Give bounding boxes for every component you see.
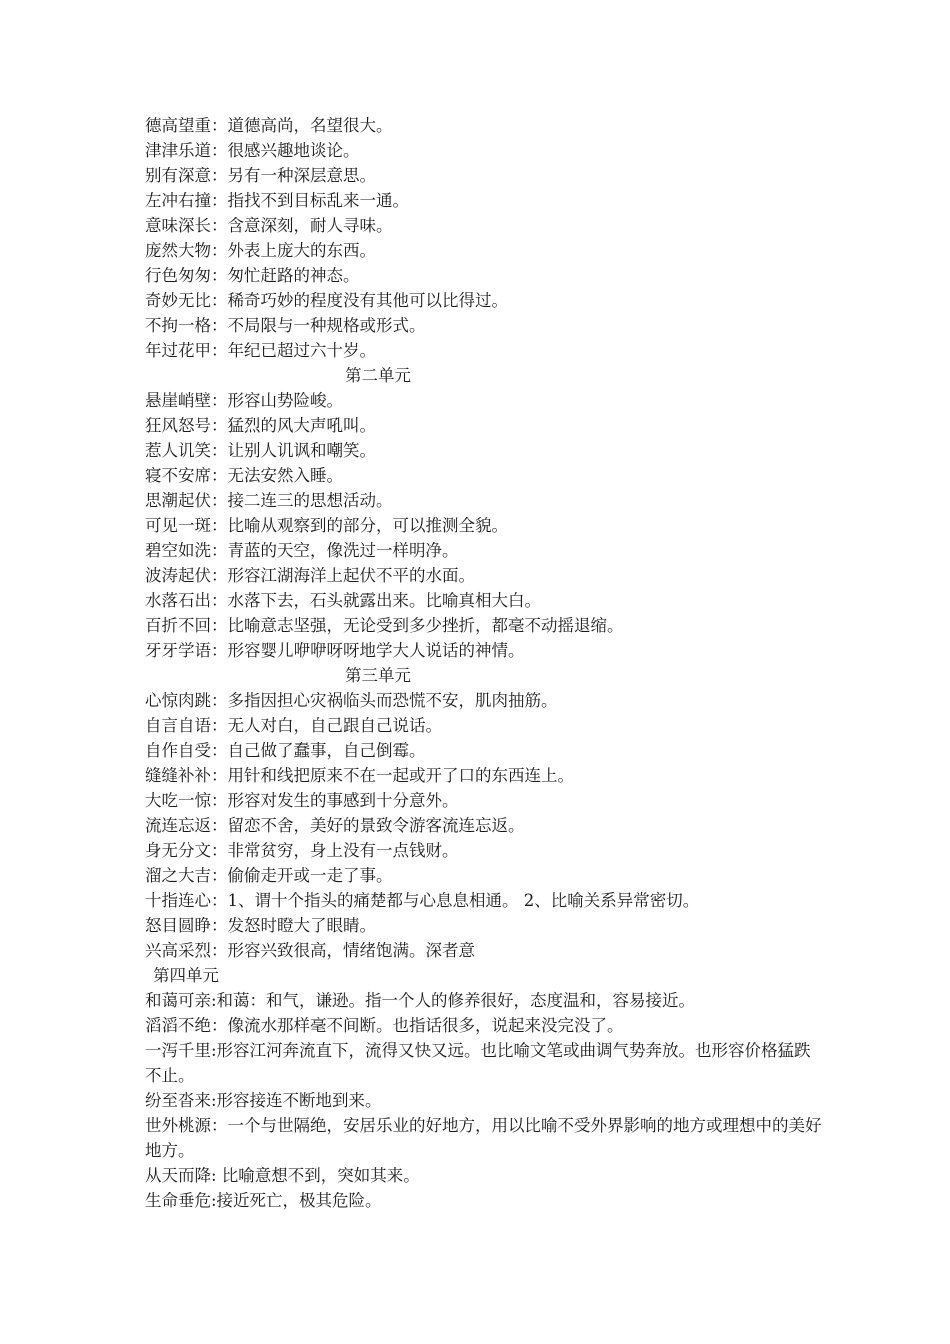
definition-line: 意味深长：含意深刻，耐人寻味。 [145,216,393,235]
definition-line: 碧空如洗：青蓝的天空，像洗过一样明净。 [145,541,459,560]
definition-line: 纷至沓来:形容接连不断地到来。 [145,1091,382,1110]
definition-line: 世外桃源：一个与世隔绝，安居乐业的好地方，用以比喻不受外界影响的地方或理想中的美好地方。 [145,1116,822,1160]
document-body [145,113,825,1213]
unit-4-heading: 第四单元 [153,966,219,985]
definition-line: 庞然大物：外表上庞大的东西。 [145,241,376,260]
definition-line: 不拘一格：不局限与一种规格或形式。 [145,316,426,335]
unit-3-heading: 第三单元 [345,666,411,685]
definition-line: 自作自受：自己做了蠢事，自己倒霉。 [145,741,426,760]
definition-line: 和蔼可亲:和蔼：和气，谦逊。指一个人的修养很好，态度温和，容易接近。 [145,991,696,1010]
definition-line: 心惊肉跳：多指因担心灾祸临头而恐慌不安，肌肉抽筋。 [145,691,558,710]
definition-line: 思潮起伏：接二连三的思想活动。 [145,491,393,510]
definition-line: 行色匆匆：匆忙赶路的神态。 [145,266,360,285]
definition-line: 自言自语：无人对白，自己跟自己说话。 [145,716,442,735]
definition-line: 年过花甲：年纪已超过六十岁。 [145,341,376,360]
definition-line: 兴高采烈：形容兴致很高，情绪饱满。深者意 [145,941,475,960]
definition-line: 别有深意：另有一种深层意思。 [145,166,376,185]
definition-line: 狂风怒号：猛烈的风大声吼叫。 [145,416,376,435]
definition-line: 德高望重：道德高尚，名望很大。 [145,116,393,135]
definition-line: 悬崖峭壁：形容山势险峻。 [145,391,343,410]
definition-line: 生命垂危:接近死亡，极其危险。 [145,1191,382,1210]
definition-line: 怒目圆睁：发怒时瞪大了眼睛。 [145,916,376,935]
definition-line: 左冲右撞：指找不到目标乱来一通。 [145,191,409,210]
definition-line: 十指连心：1、谓十个指头的痛楚都与心息息相通。 2、比喻关系异常密切。 [145,891,700,910]
definition-line: 寝不安席：无法安然入睡。 [145,466,343,485]
definition-line: 溜之大吉：偷偷走开或一走了事。 [145,866,393,885]
definition-line: 惹人讥笑：让别人讥讽和嘲笑。 [145,441,376,460]
definition-line: 身无分文：非常贫穷，身上没有一点钱财。 [145,841,459,860]
definition-line: 从天而降: 比喻意想不到，突如其来。 [145,1166,420,1185]
definition-line: 一泻千里:形容江河奔流直下，流得又快又远。也比喻文笔或曲调气势奔放。也形容价格猛跌不止。 [145,1041,811,1085]
definition-line: 津津乐道：很感兴趣地谈论。 [145,141,360,160]
unit-2-heading: 第二单元 [345,366,411,385]
definition-line: 牙牙学语：形容婴儿咿咿呀呀地学大人说话的神情。 [145,641,525,660]
definition-line: 滔滔不绝：像流水那样毫不间断。也指话很多，说起来没完没了。 [145,1016,624,1035]
definition-line: 流连忘返：留恋不舍，美好的景致令游客流连忘返。 [145,816,525,835]
definition-line: 大吃一惊：形容对发生的事感到十分意外。 [145,791,459,810]
definition-line: 波涛起伏：形容江湖海洋上起伏不平的水面。 [145,566,475,585]
definition-line: 可见一斑：比喻从观察到的部分，可以推测全貌。 [145,516,508,535]
definition-line: 缝缝补补：用针和线把原来不在一起或开了口的东西连上。 [145,766,574,785]
definition-line: 百折不回：比喻意志坚强，无论受到多少挫折，都毫不动摇退缩。 [145,616,624,635]
definition-line: 水落石出：水落下去，石头就露出来。比喻真相大白。 [145,591,541,610]
definition-line: 奇妙无比：稀奇巧妙的程度没有其他可以比得过。 [145,291,508,310]
